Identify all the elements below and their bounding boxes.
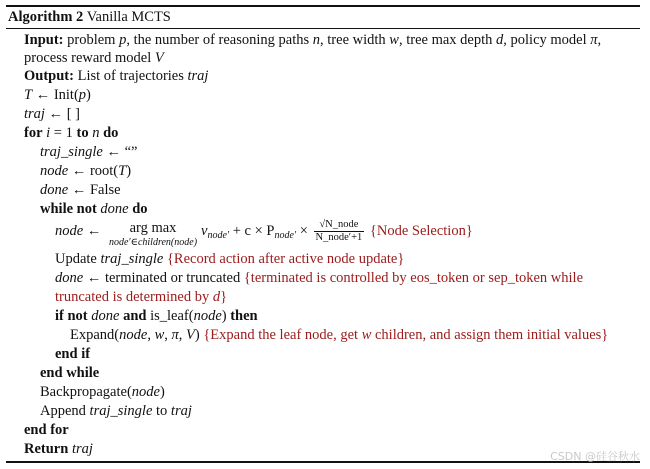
backprop-line <box>40 383 165 401</box>
top-rule <box>6 5 640 7</box>
text: , <box>164 327 172 343</box>
text: ← terminated or truncated <box>83 270 244 286</box>
terminate-line <box>55 269 583 287</box>
keyword: end for <box>24 422 69 438</box>
text: , <box>147 327 155 343</box>
var: node <box>193 308 222 324</box>
argmax <box>109 219 197 248</box>
input-text: process reward model <box>24 50 155 66</box>
var: n <box>88 125 104 141</box>
input-text: , tree max depth <box>398 32 497 48</box>
text: ← “” <box>102 144 138 160</box>
keyword: then <box>230 308 258 324</box>
text: Update <box>55 251 101 267</box>
endif-line <box>55 345 90 363</box>
var: done <box>96 201 133 217</box>
input-text: , the number of reasoning paths <box>126 32 313 48</box>
var: traj_single <box>89 403 153 419</box>
terminate-line-2 <box>55 288 227 306</box>
text: is_leaf( <box>146 308 194 324</box>
keyword: Return <box>24 441 69 457</box>
keyword: if not <box>55 308 88 324</box>
text: ) <box>221 308 231 324</box>
bottom-rule <box>6 461 640 463</box>
fraction-denominator: N_node′+1 <box>315 232 363 243</box>
var: traj <box>24 106 45 122</box>
input-var: π <box>590 32 598 48</box>
traj-single-init-line <box>40 143 137 161</box>
var: π <box>171 327 179 343</box>
output-keyword: Output: <box>24 68 74 84</box>
text: ← [ ] <box>44 106 80 122</box>
input-text: , tree width <box>320 32 390 48</box>
keyword: do <box>132 201 148 217</box>
subscript: node′ <box>207 229 230 241</box>
text: ) <box>159 384 165 400</box>
var: T <box>24 87 33 103</box>
output-line <box>24 67 208 85</box>
input-var: V <box>154 50 164 66</box>
keyword: to <box>76 125 89 141</box>
var: i <box>42 125 51 141</box>
argmax-subscript: node′∈children(node) <box>108 237 198 248</box>
var: node <box>119 327 148 343</box>
text: Append <box>40 403 90 419</box>
append-line <box>40 402 192 420</box>
ucb-fraction <box>314 219 365 244</box>
algorithm-title <box>8 9 171 26</box>
comment-var: d <box>212 289 221 305</box>
if-line <box>55 307 258 325</box>
keyword: for <box>24 125 43 141</box>
update-line <box>55 250 404 268</box>
node-selection-line <box>55 219 473 248</box>
algorithm-label: Algorithm 2 <box>8 9 84 25</box>
var: done <box>87 308 120 324</box>
var: traj <box>170 403 192 419</box>
endwhile-line <box>40 364 99 382</box>
input-text: , <box>597 32 602 48</box>
keyword: and <box>119 308 147 324</box>
var: T <box>118 163 127 179</box>
input-text: , policy model <box>503 32 591 48</box>
var: traj_single <box>100 251 164 267</box>
init-traj-line <box>24 105 80 123</box>
for-line <box>24 124 118 142</box>
input-text: problem <box>67 32 120 48</box>
var: done <box>55 270 84 286</box>
keyword: while not <box>40 201 97 217</box>
input-var: w <box>389 32 399 48</box>
text: ) <box>86 87 91 103</box>
argmax-op: arg max <box>129 220 177 236</box>
text: to <box>152 403 171 419</box>
var: V <box>186 327 195 343</box>
comment: children, and assign them initial values} <box>371 327 609 343</box>
output-var: traj <box>187 68 209 84</box>
var: p <box>78 87 87 103</box>
comment: {Expand the leaf node, get <box>203 327 362 343</box>
keyword: do <box>103 125 119 141</box>
comment: {terminated is controlled by eos_token or sep_token while <box>243 270 584 286</box>
text: ← Init( <box>32 87 79 103</box>
node-init-line <box>40 162 131 180</box>
input-var: d <box>496 32 504 48</box>
keyword: end while <box>40 365 100 381</box>
text: = 1 <box>50 125 77 141</box>
fraction-numerator: √N_node <box>314 219 365 232</box>
done-init-line <box>40 181 121 199</box>
input-var: n <box>312 32 321 48</box>
input-var: p <box>119 32 127 48</box>
var: w <box>154 327 165 343</box>
text: ← <box>83 222 102 239</box>
var: traj <box>68 441 93 457</box>
text: ) <box>194 327 204 343</box>
keyword: end if <box>55 346 91 362</box>
text: Backpropagate( <box>40 384 132 400</box>
comment-var: w <box>361 327 372 343</box>
output-text: List of trajectories <box>73 68 188 84</box>
comment: truncated is determined by <box>55 289 213 305</box>
var: v <box>201 222 208 239</box>
input-keyword: Input: <box>24 32 64 48</box>
init-tree-line <box>24 86 91 104</box>
return-line <box>24 440 93 458</box>
input-line <box>24 31 601 49</box>
endfor-line <box>24 421 69 439</box>
var: done <box>40 182 69 198</box>
text: , <box>178 327 186 343</box>
expand-line <box>70 326 608 344</box>
subscript: node′ <box>274 229 297 241</box>
text: ← False <box>68 182 121 198</box>
text: × <box>296 222 308 239</box>
title-rule <box>6 28 640 29</box>
comment: {Record action after active node update} <box>163 251 405 267</box>
algorithm-name: Vanilla MCTS <box>86 9 171 25</box>
text: + c × P <box>229 222 275 239</box>
text: Expand( <box>70 327 120 343</box>
while-line <box>40 200 148 218</box>
var: traj_single <box>40 144 103 160</box>
text: ) <box>126 163 132 179</box>
var: node <box>40 163 69 179</box>
comment: {Node Selection} <box>369 222 473 239</box>
watermark: CSDN @硅谷秋水 <box>550 450 640 463</box>
input-line-2 <box>24 49 164 67</box>
text: ← root( <box>68 163 119 179</box>
var: node <box>55 222 84 239</box>
comment: } <box>220 289 228 305</box>
var: node <box>131 384 160 400</box>
